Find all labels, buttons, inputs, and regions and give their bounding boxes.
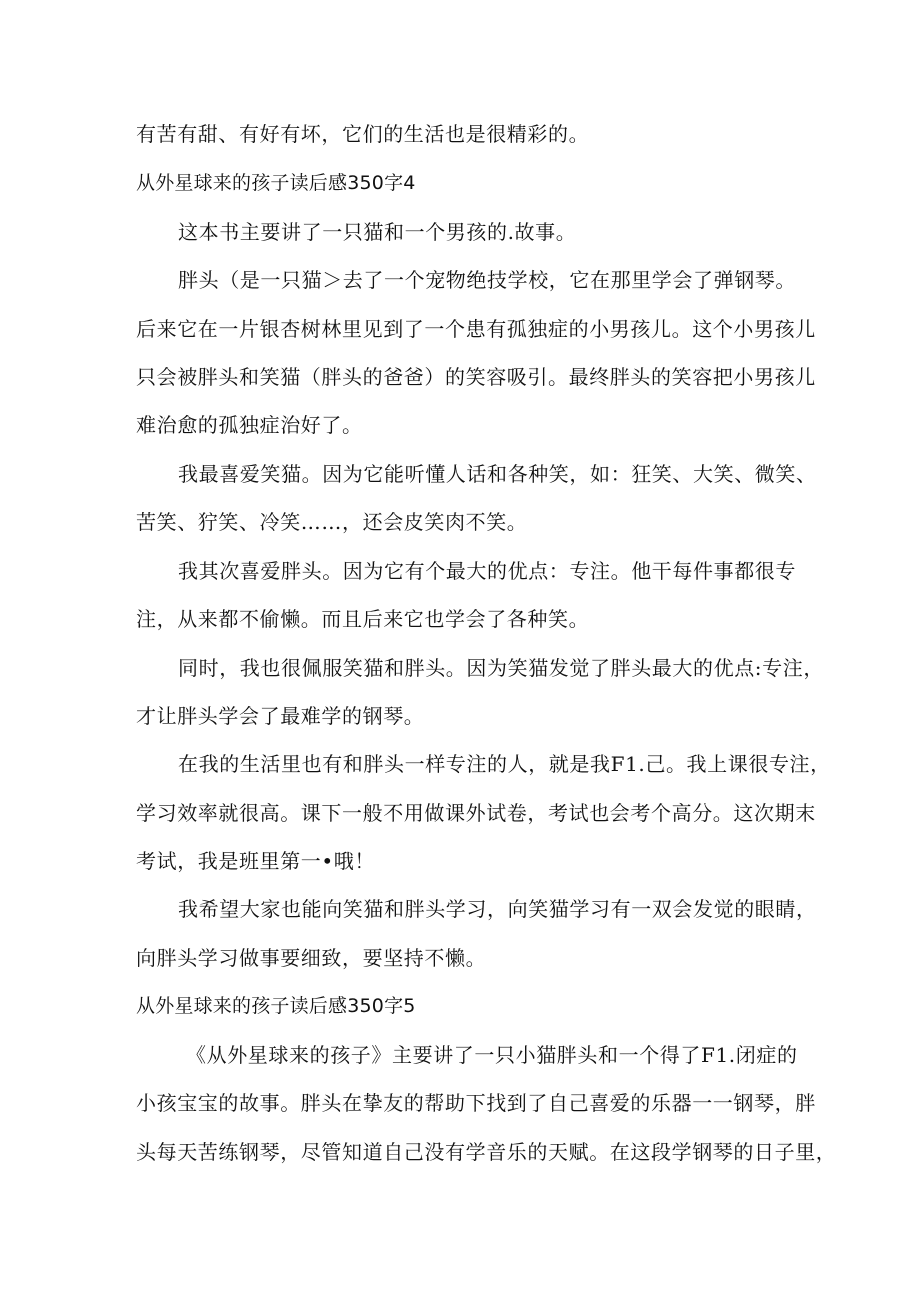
text-line-3: 这本书主要讲了一只猫和一个男孩的.故事。	[178, 220, 577, 244]
text-line-17: 我希望大家也能向笑猫和胖头学习，向笑猫学习有一双会发觉的眼睛，	[178, 897, 817, 921]
text-line-15: 学习效率就很高。课下一般不用做课外试卷，考试也会考个高分。这次期末	[136, 801, 816, 825]
text-line-1: 有苦有甜、有好有坏，它们的生活也是很精彩的。	[136, 122, 590, 146]
text-line-6: 只会被胖头和笑猫（胖头的爸爸）的笑容吸引。最终胖头的笑容把小男孩儿	[136, 365, 816, 389]
text-line-12: 同时，我也很佩服笑猫和胖头。因为笑猫发觉了胖头最大的优点:专注，	[178, 656, 824, 680]
text-line-14: 在我的生活里也有和胖头一样专注的人，就是我F1.己。我上课很专注，	[178, 752, 831, 776]
text-line-16: 考试，我是班里第一•哦！	[136, 849, 375, 873]
text-line-9: 苦笑、狞笑、冷笑……，还会皮笑肉不笑。	[136, 510, 528, 534]
text-line-8: 我最喜爱笑猫。因为它能听懂人话和各种笑，如：狂笑、大笑、微笑、	[178, 462, 817, 486]
text-line-21: 小孩宝宝的故事。胖头在挚友的帮助下找到了自己喜爱的乐器一一钢琴，胖	[136, 1091, 816, 1115]
text-line-20: 《从外星球来的孩子》主要讲了一只小猫胖头和一个得了F1.闭症的	[186, 1043, 798, 1067]
text-line-11: 注，从来都不偷懒。而且后来它也学会了各种笑。	[136, 607, 590, 631]
text-line-18: 向胖头学习做事要细致，要坚持不懒。	[136, 946, 487, 970]
text-line-5: 后来它在一片银杏树林里见到了一个患有孤独症的小男孩儿。这个小男孩儿	[136, 317, 816, 341]
text-line-10: 我其次喜爱胖头。因为它有个最大的优点：专注。他干每件事都很专	[178, 559, 796, 583]
section-heading-4: 从外星球来的孩子读后感350字4	[136, 172, 416, 194]
text-line-22: 头每天苦练钢琴，尽管知道自己没有学音乐的天赋。在这段学钢琴的日子里，	[136, 1140, 837, 1164]
section-heading-5: 从外星球来的孩子读后感350字5	[136, 995, 416, 1017]
text-line-4: 胖头（是一只猫＞去了一个宠物绝技学校，它在那里学会了弹钢琴。	[178, 268, 796, 292]
text-line-7: 难治愈的孤独症治好了。	[136, 413, 363, 437]
text-line-13: 才让胖头学会了最难学的钢琴。	[136, 704, 425, 728]
